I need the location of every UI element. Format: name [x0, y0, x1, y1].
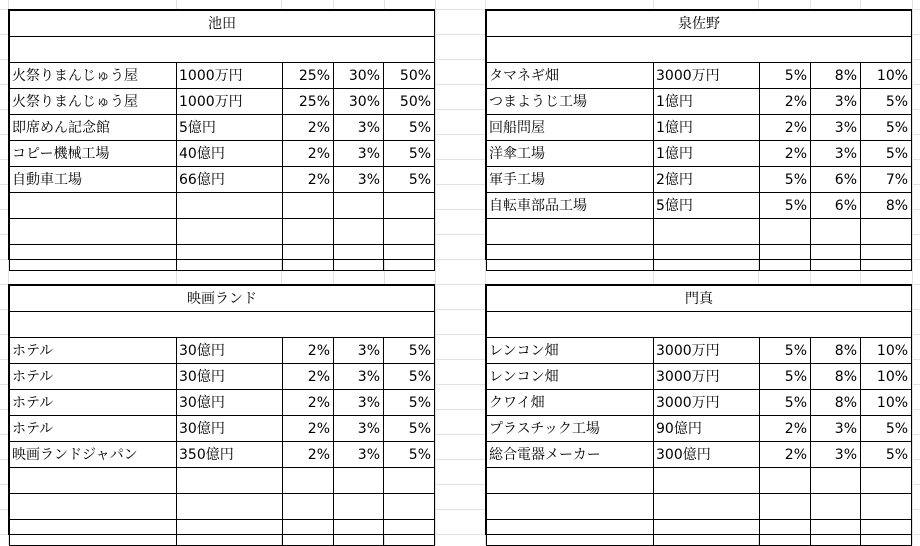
table-row	[10, 89, 435, 115]
cost-cell[interactable]: 40億円	[177, 141, 283, 167]
rate-2-cell[interactable]: 3%	[334, 115, 384, 141]
rate-1-cell[interactable]: 2%	[283, 115, 334, 141]
rate-2-cell[interactable]: 3%	[811, 416, 861, 442]
rate-3-cell[interactable]: 10%	[861, 364, 912, 390]
table-row	[10, 364, 435, 390]
rate-2-cell[interactable]: 3%	[334, 364, 384, 390]
rate-3-cell[interactable]: 8%	[861, 193, 912, 219]
empty-cell[interactable]	[10, 37, 435, 63]
table-row	[10, 63, 435, 89]
table-title[interactable]: 映画ランド	[10, 286, 435, 312]
rate-2-cell[interactable]: 3%	[334, 416, 384, 442]
rate-1-cell[interactable]	[760, 245, 811, 271]
name-cell[interactable]	[10, 468, 177, 494]
name-cell[interactable]: クワイ畑	[487, 390, 654, 416]
table-row	[487, 115, 912, 141]
name-cell[interactable]	[487, 468, 654, 494]
rate-2-cell[interactable]: 3%	[334, 390, 384, 416]
name-cell[interactable]: タマネギ畑	[487, 63, 654, 89]
cost-cell[interactable]	[654, 245, 760, 271]
table-kadoma	[485, 284, 912, 535]
rate-3-cell[interactable]: 5%	[861, 141, 912, 167]
rate-3-cell[interactable]: 5%	[384, 416, 435, 442]
cost-cell[interactable]: 5億円	[654, 193, 760, 219]
rate-2-cell[interactable]	[811, 245, 861, 271]
rate-1-cell[interactable]: 5%	[760, 167, 811, 193]
rate-3-cell[interactable]	[384, 245, 435, 271]
cost-cell[interactable]: 3000万円	[654, 390, 760, 416]
table-izumisano	[485, 9, 912, 260]
rate-1-cell[interactable]: 2%	[283, 364, 334, 390]
rate-1-cell[interactable]: 2%	[283, 141, 334, 167]
name-cell[interactable]: 即席めん記念館	[10, 115, 177, 141]
rate-3-cell[interactable]: 5%	[861, 115, 912, 141]
rate-2-cell[interactable]: 3%	[334, 141, 384, 167]
rate-2-cell[interactable]: 6%	[811, 193, 861, 219]
table-row	[487, 468, 912, 494]
rate-1-cell[interactable]: 5%	[760, 364, 811, 390]
table-title[interactable]: 池田	[10, 11, 435, 37]
empty-cell[interactable]	[487, 312, 912, 338]
name-cell[interactable]	[10, 494, 177, 520]
name-cell[interactable]: 自転車部品工場	[487, 193, 654, 219]
rate-1-cell[interactable]	[283, 494, 334, 520]
rate-2-cell[interactable]	[334, 245, 384, 271]
name-cell[interactable]	[10, 245, 177, 271]
cost-cell[interactable]: 66億円	[177, 167, 283, 193]
rate-2-cell[interactable]: 8%	[811, 338, 861, 364]
table-row	[487, 245, 912, 271]
name-cell[interactable]: 火祭りまんじゅう屋	[10, 63, 177, 89]
rate-2-cell[interactable]: 3%	[811, 115, 861, 141]
rate-2-cell[interactable]: 3%	[334, 442, 384, 468]
rate-2-cell[interactable]: 3%	[811, 141, 861, 167]
rate-2-cell[interactable]	[334, 193, 384, 219]
rate-3-cell[interactable]	[384, 494, 435, 520]
rate-2-cell[interactable]: 30%	[334, 89, 384, 115]
name-cell[interactable]: コピー機械工場	[10, 141, 177, 167]
empty-cell[interactable]	[10, 312, 435, 338]
name-cell[interactable]: ホテル	[10, 390, 177, 416]
table-row	[10, 245, 435, 271]
rate-3-cell[interactable]	[384, 520, 435, 546]
name-cell[interactable]	[10, 520, 177, 546]
cost-cell[interactable]	[177, 520, 283, 546]
rate-3-cell[interactable]	[384, 193, 435, 219]
empty-cell[interactable]	[487, 37, 912, 63]
table-row	[10, 416, 435, 442]
rate-1-cell[interactable]	[760, 494, 811, 520]
table-row	[487, 167, 912, 193]
rate-2-cell[interactable]: 6%	[811, 167, 861, 193]
name-cell[interactable]: 自動車工場	[10, 167, 177, 193]
rate-3-cell[interactable]: 10%	[861, 338, 912, 364]
rate-3-cell[interactable]: 50%	[384, 63, 435, 89]
cost-cell[interactable]	[177, 245, 283, 271]
table-row	[487, 494, 912, 520]
rate-3-cell[interactable]: 5%	[861, 89, 912, 115]
name-cell[interactable]: ホテル	[10, 416, 177, 442]
rate-1-cell[interactable]	[283, 520, 334, 546]
rate-3-cell[interactable]: 5%	[384, 364, 435, 390]
cost-cell[interactable]: 350億円	[177, 442, 283, 468]
table-row	[487, 193, 912, 219]
table-row	[10, 193, 435, 219]
name-cell[interactable]	[487, 494, 654, 520]
table-ikeda	[8, 9, 435, 260]
title-row	[10, 286, 435, 312]
rate-1-cell[interactable]: 2%	[760, 141, 811, 167]
rate-1-cell[interactable]	[283, 193, 334, 219]
name-cell[interactable]: 軍手工場	[487, 167, 654, 193]
name-cell[interactable]	[10, 193, 177, 219]
name-cell[interactable]: 洋傘工場	[487, 141, 654, 167]
cost-cell[interactable]: 1億円	[654, 89, 760, 115]
rate-3-cell[interactable]	[861, 520, 912, 546]
name-cell[interactable]: ホテル	[10, 338, 177, 364]
rate-3-cell[interactable]: 5%	[384, 338, 435, 364]
cost-cell[interactable]: 1億円	[654, 115, 760, 141]
name-cell[interactable]: 火祭りまんじゅう屋	[10, 89, 177, 115]
rate-2-cell[interactable]	[811, 520, 861, 546]
rate-1-cell[interactable]: 25%	[283, 63, 334, 89]
rate-1-cell[interactable]: 2%	[283, 167, 334, 193]
cost-cell[interactable]	[654, 219, 760, 245]
rate-2-cell[interactable]: 3%	[334, 338, 384, 364]
table-row	[487, 89, 912, 115]
cost-cell[interactable]: 30億円	[177, 338, 283, 364]
rate-3-cell[interactable]: 5%	[861, 416, 912, 442]
rate-3-cell[interactable]: 5%	[384, 167, 435, 193]
table-row	[10, 468, 435, 494]
name-cell[interactable]: レンコン畑	[487, 338, 654, 364]
rate-2-cell[interactable]: 8%	[811, 364, 861, 390]
cost-cell[interactable]: 2億円	[654, 167, 760, 193]
rate-3-cell[interactable]	[384, 468, 435, 494]
rate-1-cell[interactable]: 25%	[283, 89, 334, 115]
name-cell[interactable]: プラスチック工場	[487, 416, 654, 442]
title-row	[10, 11, 435, 37]
rate-2-cell[interactable]: 8%	[811, 390, 861, 416]
rate-2-cell[interactable]: 3%	[811, 89, 861, 115]
cost-cell[interactable]: 300億円	[654, 442, 760, 468]
table-row	[10, 520, 435, 546]
rate-1-cell[interactable]	[283, 245, 334, 271]
rate-3-cell[interactable]: 5%	[861, 442, 912, 468]
rate-1-cell[interactable]: 5%	[760, 390, 811, 416]
rate-1-cell[interactable]	[283, 468, 334, 494]
table-row	[487, 219, 912, 245]
cost-cell[interactable]: 30億円	[177, 364, 283, 390]
table-row	[10, 141, 435, 167]
blank-row	[10, 37, 435, 63]
table-row	[487, 442, 912, 468]
rate-1-cell[interactable]	[283, 219, 334, 245]
table-row	[487, 390, 912, 416]
table-row	[487, 416, 912, 442]
name-cell[interactable]	[487, 245, 654, 271]
rate-2-cell[interactable]: 8%	[811, 63, 861, 89]
rate-3-cell[interactable]	[384, 219, 435, 245]
blank-row	[487, 37, 912, 63]
rate-2-cell[interactable]: 3%	[811, 442, 861, 468]
cost-cell[interactable]	[654, 468, 760, 494]
rate-2-cell[interactable]	[811, 219, 861, 245]
rate-1-cell[interactable]	[760, 520, 811, 546]
cost-cell[interactable]: 30億円	[177, 390, 283, 416]
name-cell[interactable]	[487, 219, 654, 245]
rate-1-cell[interactable]: 5%	[760, 63, 811, 89]
rate-1-cell[interactable]: 5%	[760, 338, 811, 364]
table-row	[487, 338, 912, 364]
name-cell[interactable]: つまようじ工場	[487, 89, 654, 115]
rate-2-cell[interactable]	[334, 219, 384, 245]
cost-cell[interactable]: 3000万円	[654, 338, 760, 364]
cost-cell[interactable]	[654, 520, 760, 546]
rate-2-cell[interactable]	[334, 520, 384, 546]
table-title[interactable]: 門真	[487, 286, 912, 312]
rate-2-cell[interactable]	[334, 494, 384, 520]
rate-3-cell[interactable]: 5%	[384, 442, 435, 468]
cost-cell[interactable]: 1000万円	[177, 89, 283, 115]
rate-1-cell[interactable]: 2%	[760, 89, 811, 115]
cost-cell[interactable]: 1000万円	[177, 63, 283, 89]
cost-cell[interactable]	[177, 468, 283, 494]
table-row	[487, 364, 912, 390]
rate-3-cell[interactable]	[861, 468, 912, 494]
rate-1-cell[interactable]: 2%	[760, 442, 811, 468]
table-row	[10, 219, 435, 245]
rate-2-cell[interactable]	[811, 494, 861, 520]
rate-1-cell[interactable]: 2%	[283, 338, 334, 364]
table-row	[487, 520, 912, 546]
cost-cell[interactable]: 90億円	[654, 416, 760, 442]
rate-1-cell[interactable]: 2%	[283, 390, 334, 416]
cost-cell[interactable]: 30億円	[177, 416, 283, 442]
rate-2-cell[interactable]: 3%	[334, 167, 384, 193]
cost-cell[interactable]: 3000万円	[654, 364, 760, 390]
name-cell[interactable]: 映画ランドジャパン	[10, 442, 177, 468]
rate-3-cell[interactable]	[861, 245, 912, 271]
name-cell[interactable]: レンコン畑	[487, 364, 654, 390]
cost-cell[interactable]: 5億円	[177, 115, 283, 141]
rate-1-cell[interactable]	[760, 219, 811, 245]
rate-1-cell[interactable]: 2%	[283, 416, 334, 442]
cost-cell[interactable]	[177, 193, 283, 219]
rate-1-cell[interactable]	[760, 468, 811, 494]
title-row	[487, 11, 912, 37]
table-row	[10, 442, 435, 468]
rate-3-cell[interactable]: 10%	[861, 63, 912, 89]
table-eiga-land	[8, 284, 435, 535]
table-row	[487, 141, 912, 167]
name-cell[interactable]	[487, 520, 654, 546]
rate-2-cell[interactable]: 30%	[334, 63, 384, 89]
rate-2-cell[interactable]	[334, 468, 384, 494]
table-title[interactable]: 泉佐野	[487, 11, 912, 37]
rate-1-cell[interactable]: 5%	[760, 193, 811, 219]
cost-cell[interactable]: 1億円	[654, 141, 760, 167]
cost-cell[interactable]: 3000万円	[654, 63, 760, 89]
rate-3-cell[interactable]: 5%	[384, 141, 435, 167]
table-row	[10, 115, 435, 141]
rate-1-cell[interactable]: 2%	[760, 115, 811, 141]
rate-3-cell[interactable]: 7%	[861, 167, 912, 193]
name-cell[interactable]: ホテル	[10, 364, 177, 390]
name-cell[interactable]: 回船問屋	[487, 115, 654, 141]
rate-3-cell[interactable]: 5%	[384, 115, 435, 141]
cost-cell[interactable]	[654, 494, 760, 520]
rate-3-cell[interactable]: 10%	[861, 390, 912, 416]
table-row	[10, 390, 435, 416]
name-cell[interactable]	[10, 219, 177, 245]
blank-row	[10, 312, 435, 338]
table-row	[10, 338, 435, 364]
title-row	[487, 286, 912, 312]
rate-3-cell[interactable]: 50%	[384, 89, 435, 115]
rate-3-cell[interactable]	[861, 219, 912, 245]
table-row	[10, 494, 435, 520]
rate-3-cell[interactable]	[861, 494, 912, 520]
blank-row	[487, 312, 912, 338]
rate-1-cell[interactable]: 2%	[760, 416, 811, 442]
cost-cell[interactable]	[177, 494, 283, 520]
name-cell[interactable]: 総合電器メーカー	[487, 442, 654, 468]
rate-2-cell[interactable]	[811, 468, 861, 494]
cost-cell[interactable]	[177, 219, 283, 245]
rate-3-cell[interactable]: 5%	[384, 390, 435, 416]
table-row	[10, 167, 435, 193]
table-row	[487, 63, 912, 89]
rate-1-cell[interactable]: 2%	[283, 442, 334, 468]
